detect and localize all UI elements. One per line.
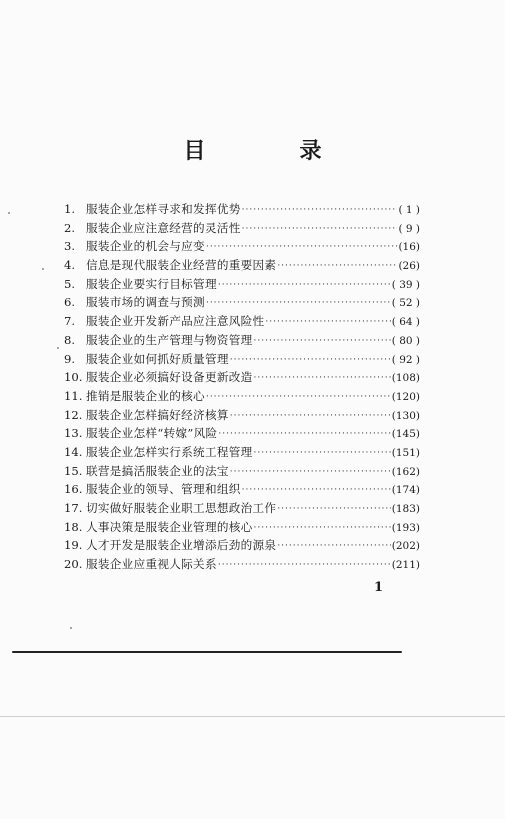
dot-leader	[242, 205, 398, 215]
dot-leader	[206, 242, 397, 252]
toc-entry-number: 8.	[64, 332, 76, 347]
dot-leader	[230, 411, 391, 421]
toc-entry-page: ( 92 )	[391, 353, 420, 366]
toc-entry-title: 服装企业的领导、管理和组织	[86, 482, 241, 497]
scan-speck	[42, 268, 44, 270]
toc-entry-page: ( 9 )	[398, 222, 420, 235]
dot-leader	[254, 373, 391, 383]
dot-leader	[242, 224, 398, 234]
toc-entry-title: 切实做好服装企业职工思想政治工作	[86, 501, 277, 515]
dot-leader	[206, 392, 391, 402]
toc-entry-title: 人事决策是服装企业管理的核心	[86, 519, 253, 534]
dot-leader	[230, 467, 391, 477]
toc-entry-title: 服装企业的生产管理与物资管理	[86, 332, 253, 347]
toc-entry-title: 服装市场的调查与预测	[86, 295, 205, 310]
toc-entry-number: 9.	[64, 351, 76, 366]
toc-entry	[64, 519, 420, 538]
scan-speck	[70, 627, 72, 629]
toc-entry-title: 服装企业怎样寻求和发挥优势	[86, 202, 241, 216]
toc-entry	[64, 276, 420, 295]
toc-entry-number: 4.	[64, 258, 76, 273]
toc-entry-page: (120)	[391, 390, 420, 403]
toc-entry-number: 13.	[64, 426, 83, 441]
page-number: 1	[374, 580, 384, 595]
toc-entry-number: 5.	[64, 276, 76, 291]
bottom-rule	[12, 651, 402, 653]
scan-edge-line	[0, 716, 505, 717]
toc-entry-page: (202)	[391, 540, 420, 553]
toc-entry	[64, 500, 420, 519]
toc-entry-page: (130)	[391, 409, 420, 422]
toc-entry-page: (26)	[398, 260, 420, 273]
toc-entry	[64, 369, 420, 388]
dot-leader	[277, 504, 390, 514]
toc-entry-title: 服装企业必须搞好设备更新改造	[86, 370, 253, 385]
toc-entry-number: 6.	[64, 295, 76, 310]
toc-entry	[64, 238, 420, 257]
toc-entry	[64, 332, 420, 351]
toc-entry-page: (193)	[391, 521, 420, 534]
toc-entry-page: (174)	[391, 484, 420, 497]
toc-entry-number: 1.	[64, 202, 76, 216]
toc-entry	[64, 444, 420, 463]
toc-entry	[64, 313, 420, 332]
toc-entry	[64, 463, 420, 482]
toc-entry-page: ( 39 )	[391, 278, 420, 291]
toc-entry-page: (108)	[391, 372, 420, 385]
toc-entry-number: 20.	[64, 557, 83, 572]
toc-entry-title: 服装企业应重视人际关系	[86, 557, 217, 572]
toc-entry-title: 服装企业怎样实行系统工程管理	[86, 444, 253, 459]
scan-speck	[57, 347, 59, 349]
toc-entry-number: 17.	[64, 501, 83, 515]
dot-leader	[265, 317, 390, 327]
toc-entry-number: 16.	[64, 482, 83, 497]
toc-entry	[64, 556, 420, 575]
toc-entry	[64, 201, 420, 220]
toc-entry-page: (211)	[391, 559, 420, 572]
toc-entry-number: 3.	[64, 239, 76, 254]
toc-entry-page: (151)	[391, 446, 420, 459]
toc-entry	[64, 537, 420, 556]
table-of-contents	[64, 201, 420, 575]
dot-leader	[230, 355, 391, 365]
dot-leader	[242, 485, 391, 495]
toc-entry-number: 7.	[64, 314, 76, 329]
toc-entry-page: (145)	[391, 428, 420, 441]
toc-entry-title: 服装企业如何抓好质量管理	[86, 351, 229, 366]
dot-leader	[206, 298, 391, 308]
dot-leader	[218, 280, 391, 290]
dot-leader	[218, 429, 390, 439]
toc-entry-number: 15.	[64, 463, 83, 478]
toc-entry	[64, 481, 420, 500]
toc-entry	[64, 407, 420, 426]
toc-entry-number: 19.	[64, 538, 83, 553]
toc-entry	[64, 388, 420, 407]
toc-entry	[64, 220, 420, 239]
dot-leader	[254, 448, 391, 458]
toc-entry-title: 服装企业的机会与应变	[86, 239, 205, 254]
toc-entry-page: (16)	[398, 241, 420, 254]
toc-entry-title: 服装企业应注意经营的灵活性	[86, 220, 241, 235]
toc-entry	[64, 351, 420, 370]
dot-leader	[254, 336, 391, 346]
toc-entry-title: 服装企业怎样搞好经济核算	[86, 407, 229, 422]
toc-entry-page: (183)	[391, 503, 420, 515]
toc-entry	[64, 257, 420, 276]
dot-leader	[277, 541, 390, 551]
dot-leader	[218, 560, 391, 570]
toc-entry-page: ( 80 )	[391, 334, 420, 347]
dot-leader	[277, 261, 397, 271]
scan-speck	[8, 212, 10, 214]
toc-entry-number: 2.	[64, 220, 76, 235]
toc-entry	[64, 425, 420, 444]
toc-entry-title: 推销是服装企业的核心	[86, 388, 205, 403]
toc-entry	[64, 294, 420, 313]
page-title: 目 录	[183, 138, 358, 164]
toc-entry-number: 10.	[64, 370, 83, 385]
toc-entry-number: 12.	[64, 407, 83, 422]
toc-entry-number: 14.	[64, 444, 83, 459]
toc-entry-title: 联营是搞活服装企业的法宝	[86, 463, 229, 478]
toc-entry-title: 服装企业要实行目标管理	[86, 276, 217, 291]
toc-entry-page: ( 1 )	[398, 204, 420, 216]
toc-entry-title: 信息是现代服装企业经营的重要因素	[86, 258, 277, 273]
dot-leader	[254, 523, 391, 533]
toc-entry-page: ( 52 )	[391, 297, 420, 310]
toc-entry-number: 18.	[64, 519, 83, 534]
toc-entry-number: 11.	[64, 388, 83, 403]
toc-entry-title: 服装企业怎样“转嫁”风险	[86, 426, 218, 441]
toc-entry-title: 服装企业开发新产品应注意风险性	[86, 314, 265, 329]
toc-entry-page: ( 64 )	[391, 316, 420, 329]
toc-entry-page: (162)	[391, 465, 420, 478]
toc-entry-title: 人才开发是服装企业增添后劲的源泉	[86, 538, 277, 553]
